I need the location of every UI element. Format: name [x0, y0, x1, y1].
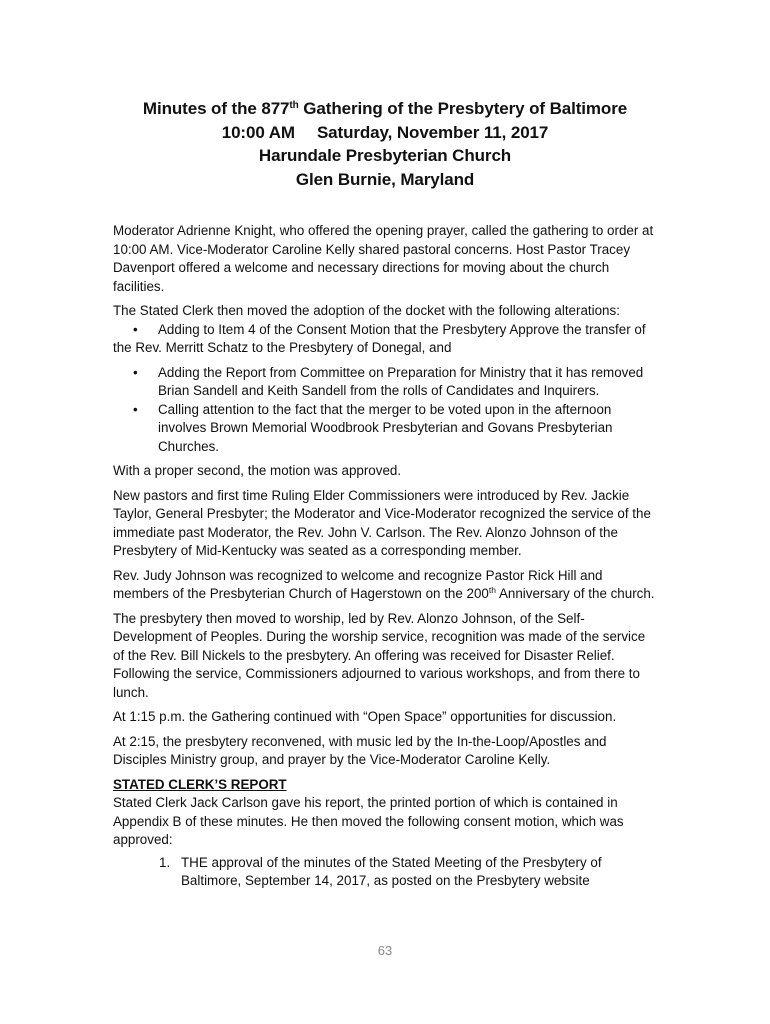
meeting-church: Harundale Presbyterian Church	[258, 146, 512, 165]
paragraph-reconvened: At 2:15, the presbytery reconvened, with music led by the In-the-Loop/Apostles and Disciples Ministry group, and prayer by the Vice-Moderator Caroline Kelly.	[113, 733, 607, 767]
anniversary-text-end: Anniversary of the church.	[495, 586, 655, 601]
bullet-list	[113, 364, 658, 457]
title-suffix: Gathering of the Presbytery of Baltimore	[298, 99, 628, 118]
meeting-location: Glen Burnie, Maryland	[295, 169, 475, 189]
bullet-text: Adding to Item 4 of the Consent Motion that the Presbytery Approve the transfer of the Rev. Merritt Schatz to the Presbytery of Donegal, and	[113, 321, 646, 355]
item-number: 1.	[159, 854, 171, 870]
anniversary-text-start: Rev. Judy Johnson was recognized to welcome and recognize Pastor Rick Hill and members of the Presbyterian Church of Hagerstown on the 200	[113, 567, 603, 601]
item-text: THE approval of the minutes of the Stated Meeting of the Presbytery of Baltimore, September 14, 2017, as posted on the Presbytery website	[181, 854, 602, 888]
meeting-date: Saturday, November 11, 2017	[316, 122, 549, 142]
title-superscript: th	[289, 100, 299, 111]
bullet-marker: •	[133, 321, 138, 337]
paragraph-worship: The presbytery then moved to worship, led by Rev. Alonzo Johnson, of the Self-Development of Peoples. During the worship service, recognition was made of the service of the Rev. Bill Nickels to the presbytery. An offering was received for Disaster Relief. Following the service, Commissioners adjourned to various workshops, and from there to lunch.	[113, 610, 646, 700]
bullet-item-report	[113, 364, 658, 401]
title-prefix: Minutes of the 877	[142, 99, 290, 118]
section-heading-stated-clerk: STATED CLERK’S REPORT	[113, 776, 287, 792]
document-body	[113, 222, 658, 891]
bullet-text: Calling attention to the fact that the merger to be voted upon in the afternoon involves Brown Memorial Woodbrook Presbyterian and Govans Presbyterian Churches.	[158, 401, 613, 454]
document-title-block	[0, 97, 770, 191]
paragraph-open-space: At 1:15 p.m. the Gathering continued with “Open Space” opportunities for discussion.	[113, 709, 617, 724]
consent-motion-item	[113, 854, 658, 891]
consent-motion-list	[113, 854, 658, 891]
bullet-text: Adding the Report from Committee on Preparation for Ministry that it has removed Brian Sandell and Keith Sandell from the rolls of Candidates and Inquirers.	[158, 364, 644, 398]
bullet-marker: •	[133, 364, 138, 380]
meeting-time: 10:00 AM	[221, 122, 295, 142]
document-title	[0, 97, 770, 121]
paragraph-docket: The Stated Clerk then moved the adoption of the docket with the following alterations:	[113, 303, 620, 318]
bullet-item-transfer	[113, 321, 658, 358]
page-number: 63	[377, 943, 393, 958]
paragraph-clerk-report: Stated Clerk Jack Carlson gave his report, the printed portion of which is contained in Appendix B of these minutes. He then moved the following consent motion, which was approved:	[113, 795, 624, 847]
paragraph-opening: Moderator Adrienne Knight, who offered the opening prayer, called the gathering to order at 10:00 AM. Vice-Moderator Caroline Kelly shared pastoral concerns. Host Pastor Tracey Davenport offered a welcome and necessary directions for moving about the church facilities.	[113, 223, 654, 294]
bullet-marker: •	[133, 401, 138, 417]
meeting-time-date	[0, 121, 770, 145]
paragraph-anniversary	[113, 567, 658, 604]
anniversary-superscript: th	[488, 585, 496, 595]
bullet-item-merger	[113, 401, 658, 457]
paragraph-new-pastors: New pastors and first time Ruling Elder Commissioners were introduced by Rev. Jackie Taylor, General Presbyter; the Moderator and Vice-Moderator recognized the service of the immediate past Moderator, the Rev. John V. Carlson. The Rev. Alonzo Johnson of the Presbytery of Mid-Kentucky was seated as a corresponding member.	[113, 487, 651, 558]
paragraph-motion-approved: With a proper second, the motion was approved.	[113, 463, 402, 478]
